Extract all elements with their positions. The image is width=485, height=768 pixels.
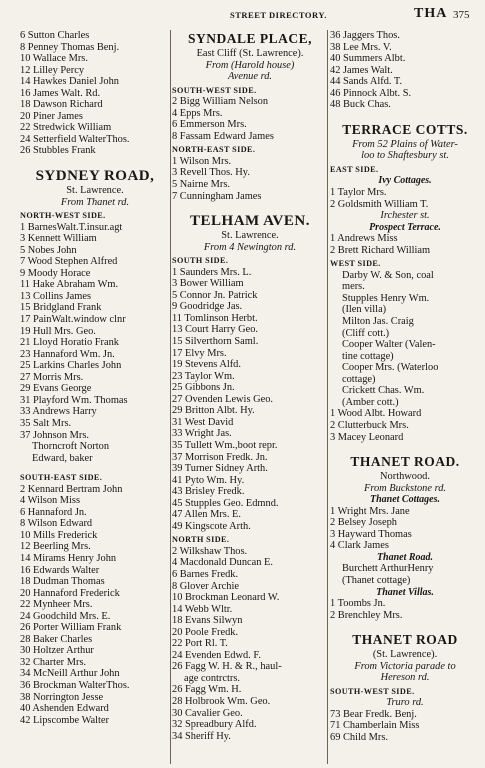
entry-continued: (Amber cott.) [342,396,399,408]
street-locality: St. Lawrence. [221,230,279,242]
running-title: STREET DIRECTORY. [230,10,327,20]
entry: 4 Clark James [330,540,389,552]
entry: 69 Child Mrs. [330,731,389,743]
side-heading: SOUTH SIDE. [172,256,229,266]
entry-continued: (Ilen villa) [342,304,387,316]
entry: 3 Hayward Thomas [330,528,412,540]
street-from: From Buckstone rd. [363,482,447,494]
entry: 13 Court Harry Geo. [172,324,258,336]
entry: 2 Belsey Joseph [330,517,397,529]
entry: 26 Fagg Wm. H. [172,684,242,696]
entry: 6 Barnes Fredk. [172,568,239,580]
street-heading: SYDNEY ROAD, [35,168,155,185]
entry: 1 Taylor Mrs. [330,187,387,199]
entry: 8 Penney Thomas Benj. [20,41,120,53]
entry-continued: Thorncroft Norton [32,441,110,453]
entry: 34 McNeill Arthur John [20,668,120,680]
entry: 2 Wilkshaw Thos. [172,545,248,557]
entry: 27 Ovenden Lewis Geo. [172,393,273,405]
street-from: From 4 Newington rd. [203,241,297,253]
street-heading: SYNDALE PLACE, [187,31,313,46]
entry: 24 Goodchild Mrs. E. [20,610,111,622]
entry: 31 Playford Wm. Thomas [20,394,128,406]
entry: 1 Andrews Miss [330,233,398,245]
column-2 [172,30,328,742]
side-heading: SOUTH-EAST SIDE. [20,473,103,483]
entry: Darby W. & Son, coal [342,269,434,281]
entry: 30 Cavalier Geo. [172,707,243,719]
entry: 6 Hannaford Jn. [20,506,87,518]
entry-continued: age contrctrs. [184,672,240,684]
entry: 3 Revell Thos. Hy. [172,167,250,179]
terrace-heading: Prospect Terrace. [369,221,441,233]
entry: 48 Buck Chas. [330,99,391,111]
entry: 42 James Walt. [330,64,393,76]
entry: 73 Bear Fredk. Benj. [330,708,417,720]
entry: 30 Holtzer Arthur [20,645,94,657]
entry: 11 Tomlinson Herbt. [172,312,258,324]
entry: 22 Mynheer Mrs. [20,599,93,611]
entry: 2 Kennard Bertram John [20,483,123,495]
entry: 34 Sheriff Hy. [172,730,231,742]
street-from: Avenue rd. [227,71,273,83]
entry: 24 Evenden Edwd. F. [172,649,261,661]
side-heading: EAST SIDE. [330,164,379,174]
entry: 46 Pinnock Albt. S. [330,87,412,99]
entry-continued: (Thanet cottage) [342,574,411,586]
entry: 2 Brenchley Mrs. [330,609,403,621]
entry-continued: cottage) [342,373,376,385]
entry: 26 Stubbles Frank [20,145,96,157]
entry-continued: (Cliff cott.) [342,327,390,339]
street-heading: THANET ROAD. [350,454,460,470]
entry: 3 Kennett William [20,233,97,245]
entry: Burchett ArthurHenry [342,563,434,575]
entry: 25 Larkins Charles John [20,360,122,372]
entry: 10 Brockman Leonard W. [172,592,280,604]
street-from: Hereson rd. [380,672,430,684]
entry: 16 Edwards Walter [20,564,100,576]
side-heading: WEST SIDE. [330,259,381,269]
entry: 20 Hannaford Frederick [20,587,120,599]
entry: 12 Lilley Percy [20,64,85,76]
entry: 39 Turner Sidney Arth. [172,463,268,475]
street-from: loo to Shaftesbury st. [361,150,449,162]
entry: 14 Webb Wltr. [172,603,233,615]
entry: 4 Macdonald Duncan E. [172,557,273,569]
entry: Stupples Henry Wm. [342,292,430,304]
entry: 3 Bower William [172,278,244,290]
entry: 22 Port Rl. T. [172,638,228,650]
entry: 14 Hawkes Daniel John [20,76,119,88]
entry: 37 Morrison Fredk. Jn. [172,451,268,463]
entry: 23 Hannaford Wm. Jn. [20,348,115,360]
entry: 7 Cunningham James [172,190,262,202]
entry: Crickett Chas. Wm. [342,385,425,397]
entry: 19 Hull Mrs. Geo. [20,325,96,337]
entry: 1 Wright Mrs. Jane [330,505,410,517]
street-locality: East Cliff (St. Lawrence). [196,48,304,59]
entry: 8 Wilson Edward [20,518,93,530]
street-locality: St. Lawrence. [66,185,124,197]
entry: 8 Glover Archie [172,580,239,592]
entry: 35 Tullett Wm.,boot repr. [172,439,278,451]
entry: 24 Setterfield WalterThos. [20,133,130,145]
terrace-heading: Thanet Cottages. [369,494,440,506]
street-locality: Northwood. [380,471,430,483]
entry: 47 Allen Mrs. E. [172,509,241,521]
entry: 9 Goodridge Jas. [172,301,243,313]
entry: 20 Poole Fredk. [172,626,239,638]
entry: 3 Macey Leonard [330,431,404,443]
side-heading: NORTH SIDE. [172,535,230,545]
entry: 27 Morris Mrs. [20,371,84,383]
entry: 9 Moody Horace [20,267,91,279]
entry: 31 West David [172,416,234,428]
entry: 28 Baker Charles [20,633,93,645]
street-heading: TELHAM AVEN. [190,213,310,230]
entry: 40 Summers Albt. [330,53,406,65]
entry: 15 Silverthorn Saml. [172,336,259,348]
entry: 38 Norrington Jesse [20,691,104,703]
entry-continued: tine cottage) [342,350,394,362]
entry: 1 Toombs Jn. [330,598,386,610]
entry: Cooper Mrs. (Waterloo [342,362,439,374]
entry: 8 Fassam Edward James [172,130,274,142]
entry: 17 Elvy Mrs. [172,347,227,359]
entry: 41 Pyto Wm. Hy. [172,474,245,486]
entry: 4 Epps Mrs. [172,107,223,119]
entry: 33 Wright Jas. [172,428,232,440]
cross-street: Truro rd. [386,697,424,709]
entry: 18 Dawson Richard [20,99,103,111]
entry: 36 Jaggers Thos. [330,30,400,41]
entry: 40 Ashenden Edward [20,703,109,715]
entry: 29 Britton Albt. Hy. [172,405,255,417]
street-from: From (Harold house) [205,59,295,71]
side-heading: SOUTH-WEST SIDE. [330,686,415,696]
entry: 49 Kingscote Arth. [172,520,251,532]
street-locality: (St. Lawrence). [372,649,438,661]
entry: 1 Wilson Mrs. [172,155,232,167]
column-3 [330,30,480,744]
entry: Milton Jas. Craig [342,316,414,328]
entry: 15 Bridgland Frank [20,302,102,314]
side-heading: NORTH-EAST SIDE. [172,145,256,155]
entry: 35 Salt Mrs. [20,417,72,429]
entry: 12 Beerling Mrs. [20,541,91,553]
column-1 [20,30,170,726]
entry-continued: mers. [342,281,365,293]
entry: 6 Sutton Charles [20,30,90,41]
entry: 14 Mirams Henry John [20,552,117,564]
street-from: From Thanet rd. [60,196,130,208]
entry-continued: Edward, baker [32,452,93,464]
entry: Cooper Walter (Valen- [342,339,436,351]
entry: 32 Charter Mrs. [20,656,87,668]
entry: 10 Mills Frederick [20,529,98,541]
entry: 16 James Walt. Rd. [20,87,101,99]
entry: 2 Brett Richard William [330,244,431,256]
entry: 45 Stupples Geo. Edmnd. [172,497,279,509]
entry: 22 Stredwick William [20,122,112,134]
entry: 33 Andrews Harry [20,406,97,418]
page-number: 375 [453,9,470,21]
entry: 20 Piner James [20,110,83,122]
entry: 19 Stevens Alfd. [172,359,241,371]
entry: 17 PainWalt.window clnr [20,314,126,326]
entry: 44 Sands Alfd. T. [330,76,403,88]
entry: 29 Evans George [20,383,92,395]
entry: 1 BarnesWalt.T.insur.agt [20,221,123,233]
entry: 43 Brisley Fredk. [172,486,245,498]
entry: 13 Collins James [20,290,92,302]
entry: 5 Nobes John [20,244,77,256]
cross-street: Irchester st. [380,210,430,222]
entry: 38 Lee Mrs. V. [330,41,392,53]
entry: 42 Lipscombe Walter [20,714,109,726]
entry: 26 Fagg W. H. & R., haul- [172,661,282,673]
entry: 37 Johnson Mrs. [20,429,89,441]
street-from: From Victoria parade to [354,660,456,672]
entry: 6 Emmerson Mrs. [172,119,247,131]
entry: 2 Bigg William Nelson [172,96,269,108]
terrace-heading: Thanet Road. [376,551,434,563]
entry: 26 Porter William Frank [20,622,122,634]
entry: 71 Chamberlain Miss [330,720,420,732]
entry: 2 Clutterbuck Mrs. [330,419,409,431]
entry: 5 Connor Jn. Patrick [172,289,258,301]
entry: 4 Wilson Miss [20,495,81,507]
page-header [0,4,485,24]
column-divider [170,30,171,764]
terrace-heading: Thanet Villas. [376,586,434,598]
entry: 7 Wood Stephen Alfred [20,256,118,268]
entry: 28 Holbrook Wm. Geo. [172,695,271,707]
entry: 11 Hake Abraham Wm. [20,279,119,291]
entry: 1 Wood Albt. Howard [330,408,422,420]
entry: 25 Gibbons Jn. [172,382,235,394]
entry: 32 Spreadbury Alfd. [172,719,257,731]
street-heading: THANET ROAD [352,632,458,648]
side-heading: SOUTH-WEST SIDE. [172,85,257,95]
entry: 23 Taylor Wm. [172,370,235,382]
entry: 18 Dudman Thomas [20,576,105,588]
entry: 1 Saunders Mrs. L. [172,266,252,278]
entry: 10 Wallace Mrs. [20,53,88,65]
entry: 18 Evans Silwyn [172,615,243,627]
entry: 2 Goldsmith William T. [330,198,429,210]
side-heading: NORTH-WEST SIDE. [20,211,106,221]
street-from: From 52 Plains of Water- [352,138,458,150]
entry: 21 Lloyd Horatio Frank [20,337,119,349]
section-letters: THA [414,6,448,21]
street-heading: TERRACE COTTS. [342,121,468,137]
terrace-heading: Ivy Cottages. [378,175,432,187]
entry: 5 Nairne Mrs. [172,179,231,191]
entry: 36 Brockman WalterThos. [20,679,130,691]
